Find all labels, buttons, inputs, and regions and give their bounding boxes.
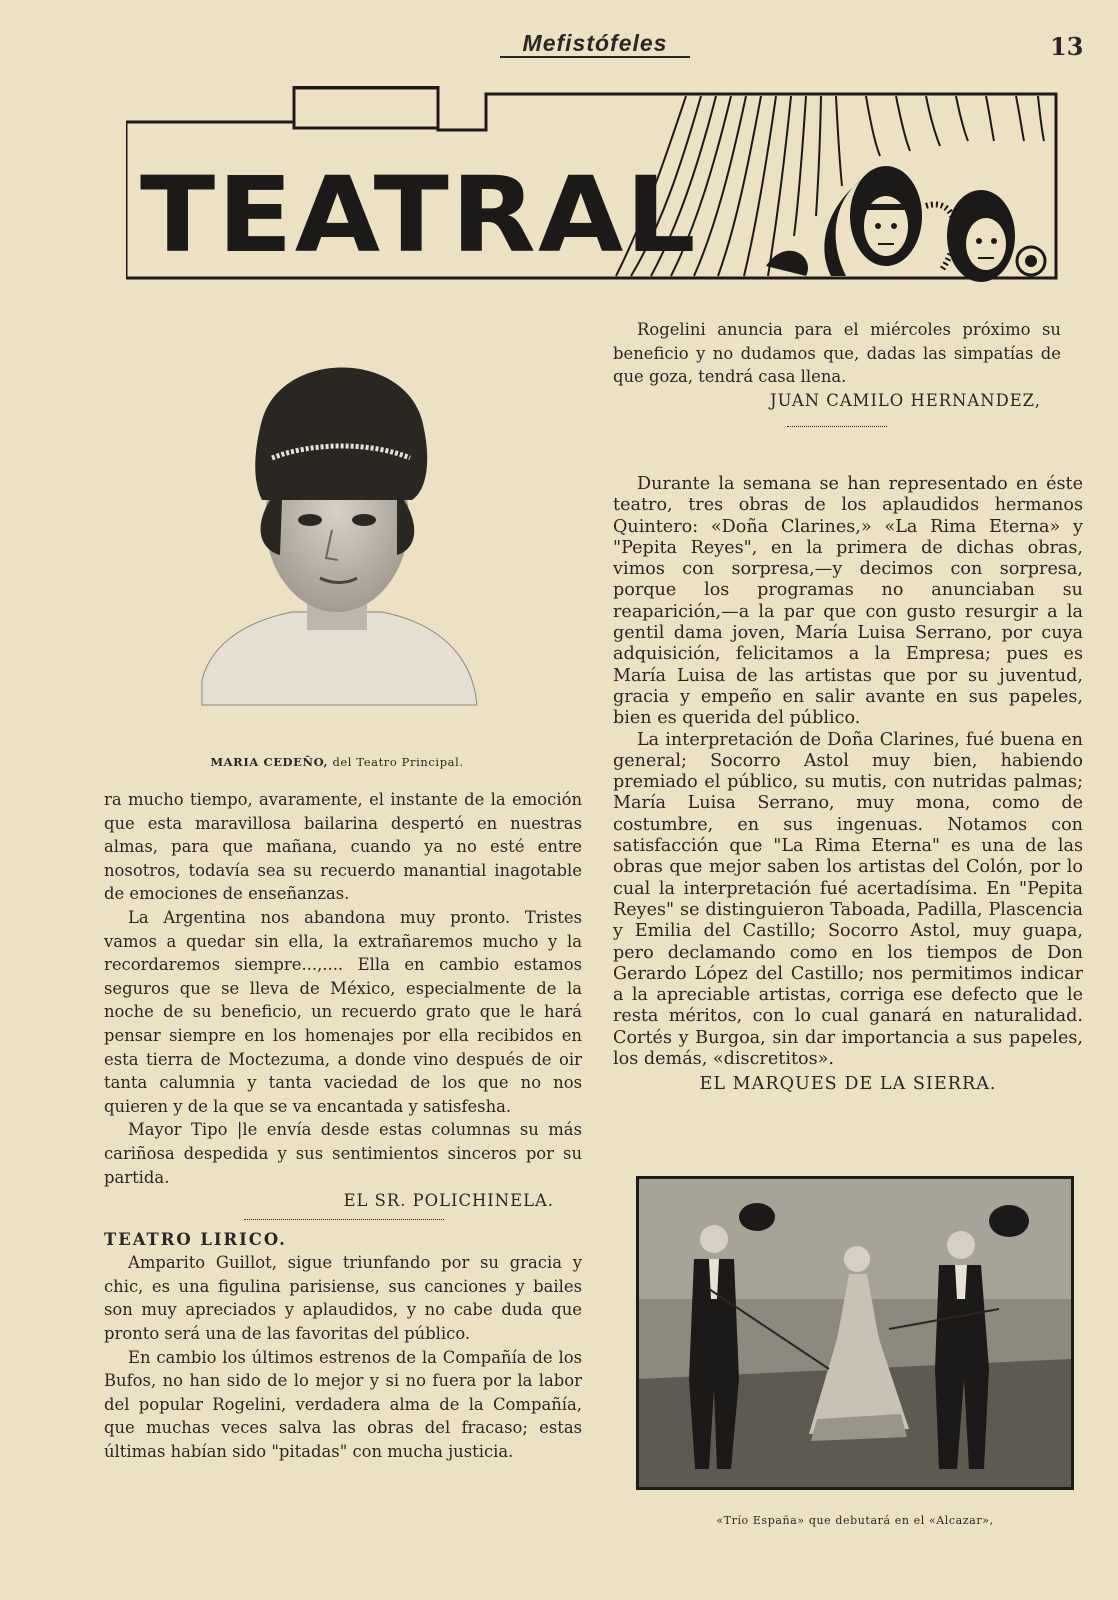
rogelini-paragraph: Rogelini anuncia para el miércoles próximo su beneficio y no dudamos que, dadas las simpatías de que goza, tendrá casa llena. (613, 320, 1061, 387)
signature-marques: EL MARQUES DE LA SIERRA. (699, 1074, 997, 1095)
divider (787, 426, 887, 427)
rogelini-article (613, 318, 1061, 435)
caption-rest: del Teatro Principal. (332, 755, 464, 769)
article-paragraph: ra mucho tiempo, avaramente, el instante de la emoción que esta maravillosa bailarina despertó en nuestras almas, para que mañana, cuando ya no esté entre nosotros, todavía sea su recuerdo manantial inagotable de emociones de enseñanzas. (104, 790, 582, 904)
section-heading-teatro-lirico: TEATRO LIRICO. (104, 1229, 287, 1249)
argentina-article (104, 788, 582, 1464)
article-paragraph: Mayor Tipo |le envía desde estas columnas su más cariñosa despedida y sus sentimientos sinceros por su partida. (104, 1120, 582, 1187)
divider (244, 1219, 444, 1220)
trio-caption: «Trío España» que debutará en el «Alcazar», (716, 1514, 994, 1527)
signature-polichinela: EL SR. POLICHINELA. (343, 1191, 554, 1211)
masthead: Mefistófeles (500, 30, 690, 58)
lirico-paragraph: Amparito Guillot, sigue triunfando por su gracia y chic, es una figulina parisiense, sus canciones y bailes son muy apreciados y aplaudidos, y no cabe duda que pronto será una de las favoritas del público. (104, 1253, 582, 1344)
signature-hernandez: JUAN CAMILO HERNANDEZ, (770, 390, 1041, 410)
caption-name: MARIA CEDEÑO, (210, 755, 329, 769)
lirico-paragraph: En cambio los últimos estrenos de la Compañía de los Bufos, no han sido de lo mejor y si no fuera por la labor del popular Rogelini, verdadera alma de la Compañía, que muchas veces salva las obras del fracaso; estas últimas habían sido "pitadas" con mucha justicia. (104, 1347, 582, 1462)
banner-title: TEATRAL (140, 154, 698, 276)
masked-faces-icon (766, 166, 1045, 282)
trio-photo-scene (639, 1179, 1071, 1487)
review-paragraph: Durante la semana se han representado en éste teatro, tres obras de los aplaudidos hermanos Quintero: «Doña Clarines,» «La Rima Eterna» y "Pepita Reyes", en la primera de dichas obras, vimos con sorpresa,—y decimos con sorpresa, porque los programas no anunciaban su reaparición,—a la par que con gusto resurgir a la gentil dama joven, María Luisa Serrano, por cuya adquisición, felicitamos a la Empresa; pues es María Luisa de las artistas que por su juventud, gracia y empeño en salir avante en sus papeles, bien es querida del público. (613, 474, 1083, 729)
article-paragraph: La Argentina nos abandona muy pronto. Tristes vamos a quedar sin ella, la extrañaremos mucho y la recordaremos siempre...,.... Ella en cambio estamos seguros que se lleva de México, especialmente de la noche de su beneficio, un recuerdo grato que le hará pensar siempre en los homenajes por ella recibidos en esta tierra de Moctezuma, a donde vino después de oir tanta calumnia y tanta vaciedad de los que no nos quieren y de la que se va encantada y satisfesha. (104, 907, 582, 1116)
portrait-caption (192, 755, 482, 769)
colon-review (613, 474, 1083, 1096)
portrait-photo (192, 350, 482, 720)
page-number: 13 (1050, 32, 1084, 61)
trio-espana-photo (636, 1176, 1074, 1490)
review-paragraph: La interpretación de Doña Clarines, fué buena en general; Socorro Astol muy bien, habiendo premiado el público, su mutis, con nutridas palmas; María Luisa Serrano, muy mona, como de costumbre, en sus ingenuas. Notamos con satisfacción que "La Rima Eterna" es una de las obras que mejor saben los artistas del Colón, por lo cual la interpretación fué acertadísima. En "Pepita Reyes" se distinguieron Taboada, Padilla, Plascencia y Emilia del Castillo; Socorro Astol, muy guapa, pero declamando como en los tiempos de Don Gerardo López del Castillo; nos permitimos indicar a la apreciable artistas, corriga ese defecto que le resta méritos, con lo cual ganará en naturalidad. Cortés y Burgoa, sin dar importancia a sus papeles, los demás, «discretitos». (613, 729, 1083, 1070)
